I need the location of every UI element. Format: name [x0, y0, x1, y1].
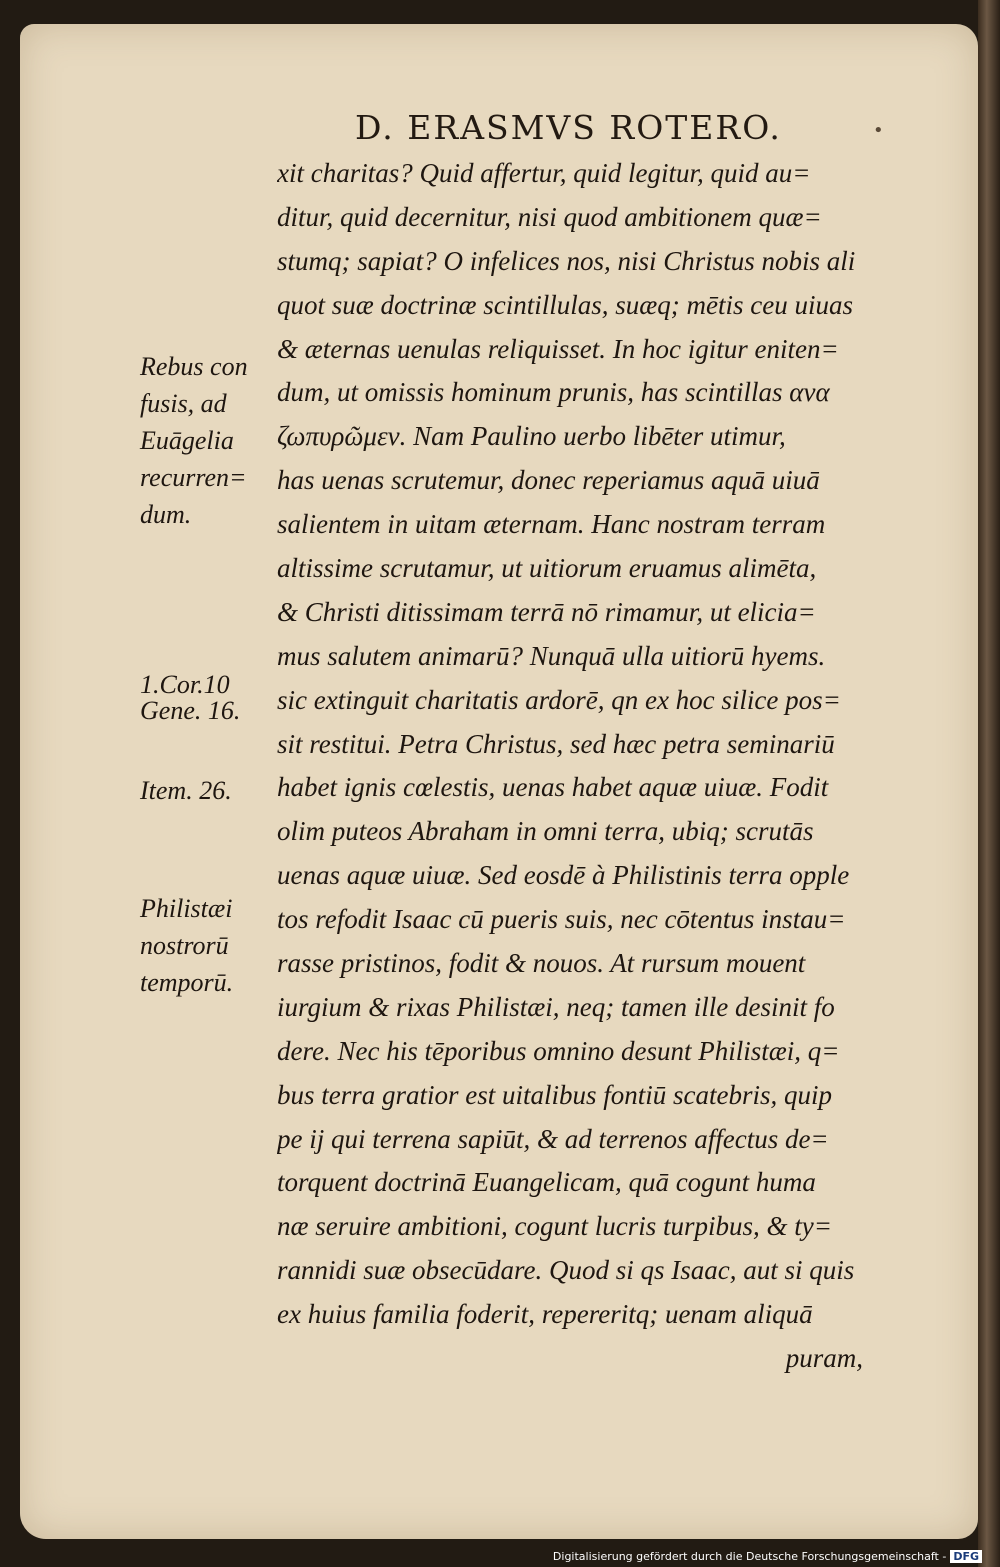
text-line: torquent doctrinā Euangelicam, quā cogunt huma	[277, 1167, 816, 1198]
margin-note-philistaei	[140, 890, 272, 1001]
margin-note-line: 1.Cor.10	[140, 670, 230, 699]
margin-note-line: fusis, ad	[140, 389, 227, 418]
text-line: pe ij qui terrena sapiūt, & ad terrenos affectus de=	[277, 1123, 829, 1154]
text-line: dum, ut omissis hominum prunis, has scintillas ανα	[277, 377, 830, 408]
margin-note-line: Euāgelia	[140, 426, 234, 455]
text-line: has uenas scrutemur, donec reperiamus aquā uiuā	[277, 465, 820, 496]
margin-note-line: Item. 26.	[140, 776, 232, 805]
margin-note-rebus	[140, 348, 272, 533]
margin-note-line: Gene. 16.	[140, 696, 241, 725]
margin-note-genesis	[140, 692, 272, 729]
digitization-credit	[553, 1550, 982, 1563]
text-line: rasse pristinos, fodit & nouos. At rursum mouent	[277, 948, 806, 979]
text-line: ditur, quid decernitur, nisi quod ambitionem quæ=	[277, 201, 822, 232]
text-line: tos refodit Isaac cū pueris suis, nec cōtentus instau=	[277, 904, 846, 935]
margin-note-line: temporū.	[140, 968, 234, 997]
body-text	[277, 152, 877, 1381]
text-line: habet ignis cœlestis, uenas habet aquæ uiuæ. Fodit	[277, 772, 829, 803]
margin-note-line: nostrorū	[140, 931, 229, 960]
text-line: altissime scrutamur, ut uitiorum eruamus alimēta,	[277, 553, 817, 584]
text-line: bus terra gratior est uitalibus fontiū scatebris, quip	[277, 1079, 833, 1110]
catchword: puram,	[785, 1343, 863, 1374]
margin-note-line: Philistæi	[140, 894, 233, 923]
margin-note-line: Rebus con	[140, 352, 248, 381]
text-line: iurgium & rixas Philistæi, neq; tamen ille desinit fo	[277, 991, 835, 1022]
text-line: sic extinguit charitatis ardorē, qn ex hoc silice pos=	[277, 684, 841, 715]
dfg-logo: DFG	[950, 1550, 982, 1563]
margin-note-line: dum.	[140, 500, 192, 529]
text-line: uenas aquæ uiuæ. Sed eosdē à Philistinis terra opple	[277, 860, 850, 891]
margin-note-item	[140, 772, 272, 809]
margin-note-line: recurren=	[140, 463, 247, 492]
text-line: ζωπυρῶμεν. Nam Paulino uerbo libēter utimur,	[277, 421, 786, 452]
text-line: ex huius familia foderit, repereritq; uenam aliquā	[277, 1299, 813, 1330]
text-line: quot suæ doctrinæ scintillulas, suæq; mētis ceu uiuas	[277, 289, 854, 320]
text-line: rannidi suæ obsecūdare. Quod si qs Isaac, aut si quis	[277, 1255, 855, 1286]
text-line: & æternas uenulas reliquisset. In hoc igitur eniten=	[277, 333, 839, 364]
text-line: salientem in uitam æternam. Hanc nostram terram	[277, 509, 826, 540]
text-line: olim puteos Abraham in omni terra, ubiq; scrutās	[277, 816, 814, 847]
running-head: D. ERASMVS ROTERO.	[355, 108, 782, 147]
book-spine	[978, 0, 1000, 1567]
text-line: mus salutem animarū? Nunquā ulla uitiorū hyems.	[277, 640, 826, 671]
text-line: sit restitui. Petra Christus, sed hæc petra seminariū	[277, 728, 835, 759]
text-line: & Christi ditissimam terrā nō rimamur, ut elicia=	[277, 596, 816, 627]
page-mark: •	[873, 120, 884, 141]
text-line: næ seruire ambitioni, cogunt lucris turpibus, & ty=	[277, 1211, 832, 1242]
text-line: xit charitas? Quid affertur, quid legitur, quid au=	[277, 158, 811, 188]
credit-text: Digitalisierung gefördert durch die Deutsche Forschungsgemeinschaft -	[552, 1550, 947, 1563]
text-line: dere. Nec his tēporibus omnino desunt Philistæi, q=	[277, 1035, 840, 1066]
text-line: stumq; sapiat? O infelices nos, nisi Christus nobis ali	[277, 245, 856, 276]
